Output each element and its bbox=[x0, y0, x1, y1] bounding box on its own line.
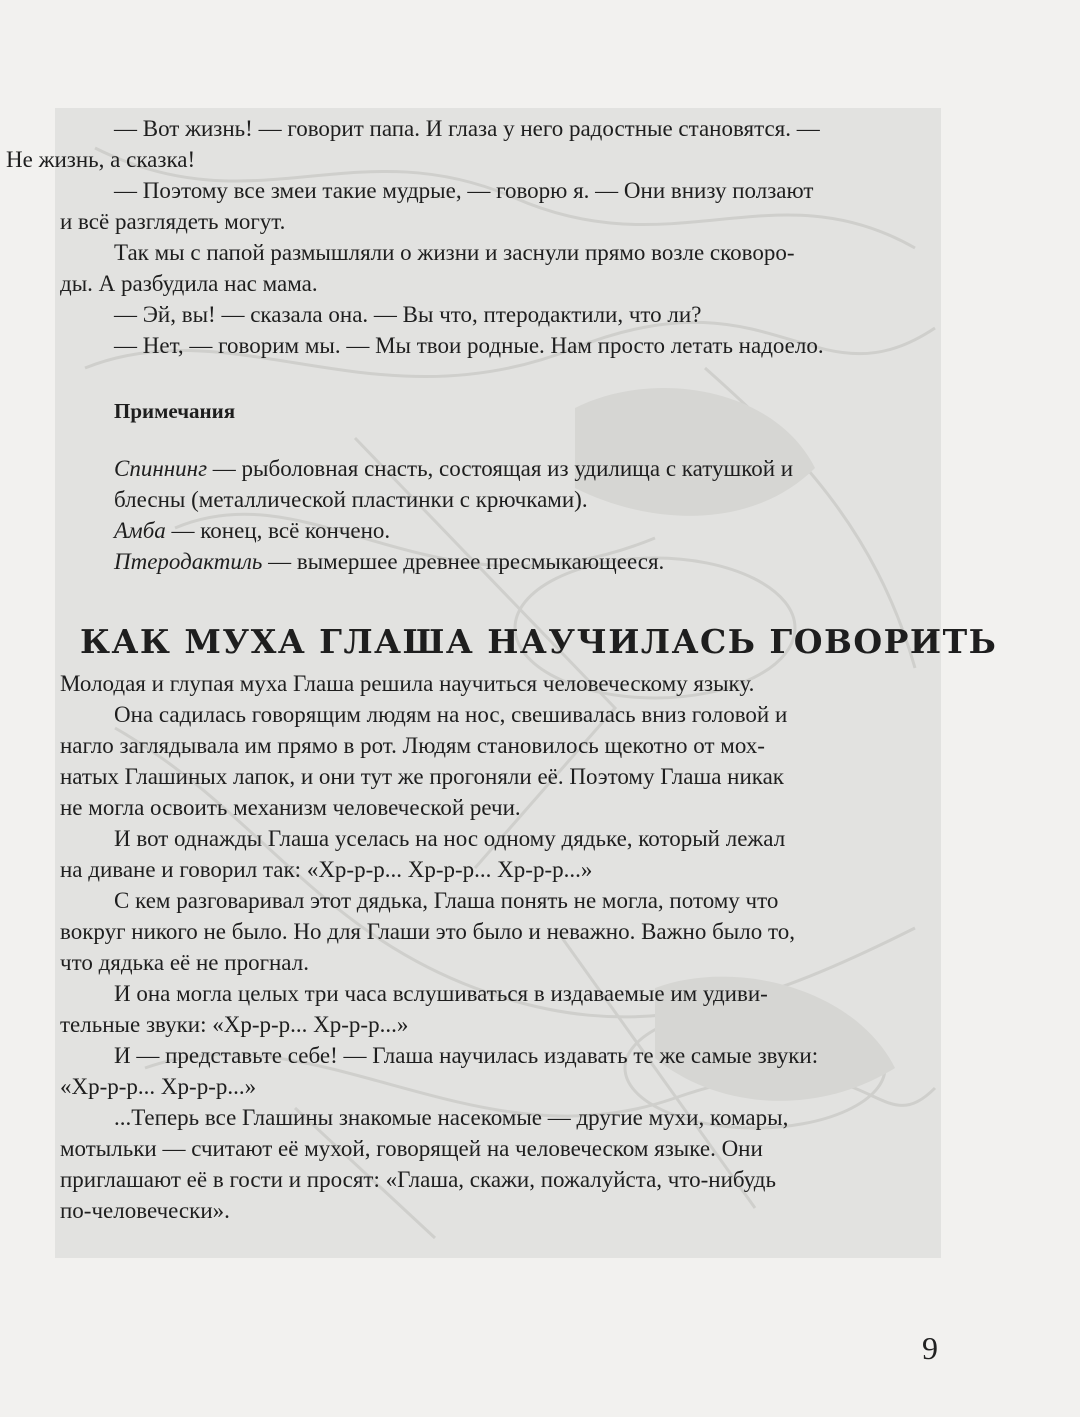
note-term: Птеродактиль bbox=[114, 549, 263, 574]
note-term: Спиннинг bbox=[114, 456, 208, 481]
paragraph bbox=[6, 113, 940, 175]
text-line: Так мы с папой размышляли о жизни и заснули прямо возле сковоро- bbox=[114, 240, 795, 265]
text-line: С кем разговаривал этот дядька, Глаша понять не могла, потому что bbox=[114, 888, 779, 913]
paragraph bbox=[60, 823, 940, 885]
notes-list bbox=[114, 453, 940, 577]
text-line: тельные звуки: «Хр-р-р... Хр-р-р...» bbox=[60, 1012, 409, 1037]
note-item bbox=[114, 546, 940, 577]
previous-story-ending bbox=[6, 113, 940, 361]
text-line: нагло заглядывала им прямо в рот. Людям становилось щекотно от мох- bbox=[60, 733, 765, 758]
page-number: 9 bbox=[922, 1330, 938, 1366]
page-text bbox=[6, 113, 998, 1226]
note-definition: блесны (металлической пластинки с крючками). bbox=[114, 487, 588, 512]
text-line: что дядька её не прогнал. bbox=[60, 950, 309, 975]
note-definition: — конец, всё кончено. bbox=[165, 518, 391, 543]
text-line: И она могла целых три часа вслушиваться в издаваемые им удиви- bbox=[114, 981, 768, 1006]
text-line: Молодая и глупая муха Глаша решила научиться человеческому языку. bbox=[60, 671, 755, 696]
paragraph bbox=[60, 1040, 940, 1102]
text-line: и всё разглядеть могут. bbox=[60, 209, 286, 234]
text-line: Не жизнь, а сказка! bbox=[6, 147, 196, 172]
paragraph bbox=[60, 885, 940, 978]
text-line: на диване и говорил так: «Хр-р-р... Хр-р-р... Хр-р-р...» bbox=[60, 857, 593, 882]
text-line: вокруг никого не было. Но для Глаши это было и неважно. Важно было то, bbox=[60, 919, 795, 944]
story-body bbox=[60, 668, 940, 1226]
note-item bbox=[114, 453, 940, 484]
text-line: натых Глашиных лапок, и они тут же прогоняли её. Поэтому Глаша никак bbox=[60, 764, 784, 789]
paragraph bbox=[60, 978, 940, 1040]
note-term: Амба bbox=[114, 518, 166, 543]
paragraph bbox=[60, 330, 940, 361]
story-title: КАК МУХА ГЛАША НАУЧИЛАСЬ ГОВОРИТЬ bbox=[80, 622, 998, 661]
paragraph bbox=[60, 1102, 940, 1226]
paragraph bbox=[60, 668, 940, 699]
notes-heading: Примечания bbox=[114, 399, 236, 423]
note-definition: — рыболовная снасть, состоящая из удилища с катушкой и bbox=[207, 456, 794, 481]
paragraph bbox=[60, 699, 940, 823]
text-line: И — представьте себе! — Глаша научилась издавать те же самые звуки: bbox=[114, 1043, 819, 1068]
text-line: — Нет, — говорим мы. — Мы твои родные. Нам просто летать надоело. bbox=[114, 333, 824, 358]
text-line: И вот однажды Глаша уселась на нос одному дядьке, который лежал bbox=[114, 826, 786, 851]
text-line: — Поэтому все змеи такие мудрые, — говорю я. — Они внизу ползают bbox=[114, 178, 814, 203]
paragraph bbox=[60, 299, 940, 330]
text-line: Она садилась говорящим людям на нос, свешивалась вниз головой и bbox=[114, 702, 788, 727]
text-line: не могла освоить механизм человеческой речи. bbox=[60, 795, 521, 820]
note-item bbox=[114, 515, 940, 546]
text-line: мотыльки — считают её мухой, говорящей на человеческом языке. Они bbox=[60, 1136, 763, 1161]
text-line: по-человечески». bbox=[60, 1198, 230, 1223]
note-definition: — вымершее древнее пресмыкающееся. bbox=[262, 549, 665, 574]
note-item bbox=[114, 484, 940, 515]
text-line: ...Теперь все Глашины знакомые насекомые — другие мухи, комары, bbox=[114, 1105, 789, 1130]
text-line: приглашают её в гости и просят: «Глаша, скажи, пожалуйста, что-нибудь bbox=[60, 1167, 776, 1192]
text-line: — Вот жизнь! — говорит папа. И глаза у него радостные становятся. — bbox=[114, 116, 820, 141]
text-line: — Эй, вы! — сказала она. — Вы что, птеродактили, что ли? bbox=[114, 302, 702, 327]
text-line: ды. А разбудила нас мама. bbox=[60, 271, 318, 296]
paragraph bbox=[60, 237, 940, 299]
paragraph bbox=[60, 175, 940, 237]
text-line: «Хр-р-р... Хр-р-р...» bbox=[60, 1074, 257, 1099]
